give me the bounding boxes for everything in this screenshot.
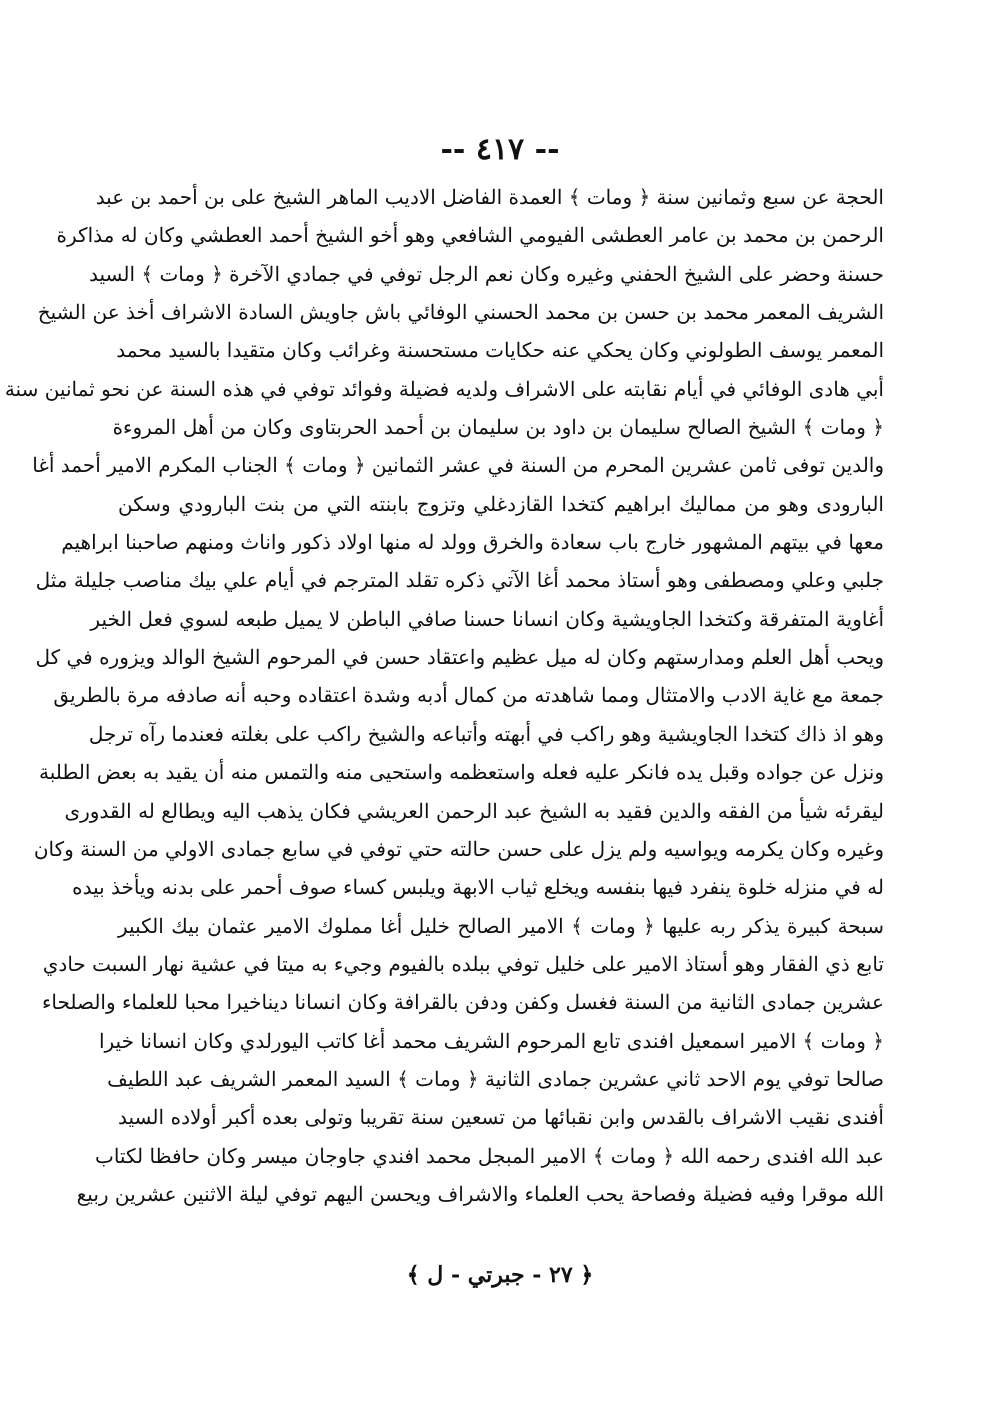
text-line: جلبي وعلي ومصطفى وهو أستاذ محمد أغا الآتي ذكره تقلد المترجم في أيام علي بيك مناصب جليلة مثل <box>35 568 884 593</box>
text-line: ونزل عن جواده وقبل يده فانكر عليه فعله واستعظمه واستحيى منه والتمس منه أن يقيد به بعض الطلبة <box>39 760 884 785</box>
text-line: الرحمن بن محمد بن عامر العطشى الفيومي الشافعي وهو أخو الشيخ أحمد العطشي وكان له مذاكرة <box>56 223 884 248</box>
page-number: -- ٤١٧ -- <box>440 132 560 167</box>
text-line: أغاوية المتفرقة وكتخدا الجاويشية وكان انسانا حسنا صافي الباطن لا يميل طبعه لسوي فعل الخير <box>90 606 884 631</box>
signature-mark: ﴿ ٢٧ - جبرتي - ل ﴾ <box>406 1262 594 1288</box>
text-line: أفندى نقيب الاشراف بالقدس وابن نقبائها من تسعين سنة تقريبا وتولى بعده أكبر أولاده السيد <box>118 1105 884 1130</box>
text-line: جمعة مع غاية الادب والامتثال ومما شاهدته من كمال أدبه وشدة اعتقاده وحبه أنه صادفه مرة بالطريق <box>53 683 884 708</box>
text-line: ﴿ ومات ﴾ الامير اسمعيل افندى تابع المرحوم الشريف محمد أغا كاتب اليورلدي وكان انسانا خيرا <box>98 1028 884 1053</box>
text-line: وغيره وكان يكرمه ويواسيه ولم يزل على حسن حالته حتي توفي في سابع جمادى الاولي من السنة وكان <box>33 836 884 861</box>
text-line: سبحة كبيرة يذكر ربه عليها ﴿ ومات ﴾ الامير الصالح خليل أغا مملوك الامير عثمان بيك الكبير <box>118 913 884 938</box>
text-line: ليقرئه شيأ من الفقه والدين فقيد به الشيخ عبد الرحمن العريشي فكان يذهب اليه ويطالع له القدورى <box>64 798 884 823</box>
text-line: صالحا توفي يوم الاحد ثاني عشرين جمادى الثانية ﴿ ومات ﴾ السيد المعمر الشريف عبد اللطيف <box>107 1066 884 1091</box>
text-line: وهو اذ ذاك كتخدا الجاويشية وهو راكب في أبهته وأتباعه والشيخ راكب على بغلته فعندما رآه ترجل <box>88 721 884 746</box>
text-line: عشرين جمادى الثانية من السنة فغسل وكفن ودفن بالقرافة وكان انسانا ديناخيرا محبا للعلماء والصلحاء <box>41 990 884 1015</box>
text-line: له في منزله خلوة ينفرد فيها بنفسه ويخلع ثياب الابهة ويلبس كساء صوف أحمر على بدنه ويأخذ بيده <box>72 875 884 900</box>
body-text <box>4 178 884 1213</box>
text-line: والدين توفى ثامن عشرين المحرم من السنة في عشر الثمانين ﴿ ومات ﴾ الجناب المكرم الامير أحمد أغا <box>32 453 884 478</box>
text-line: الله موقرا وفيه فضيلة وفصاحة يحب العلماء والاشراف ويحسن اليهم توفي ليلة الاثنين عشرين ربيع <box>76 1181 884 1206</box>
text-line: الشريف المعمر محمد بن حسن بن محمد الحسني الوفائي باش جاويش السادة الاشراف أخذ عن الشيخ <box>37 300 884 325</box>
text-line: الحجة عن سبع وثمانين سنة ﴿ ومات ﴾ العمدة الفاضل الاديب الماهر الشيخ على بن أحمد بن عبد <box>95 185 884 209</box>
text-line: ﴿ ومات ﴾ الشيخ الصالح سليمان بن داود بن سليمان بن أحمد الحربتاوى وكان من أهل المروءة <box>112 415 884 440</box>
text-line: عبد الله افندى رحمه الله ﴿ ومات ﴾ الامير المبجل محمد افندي جاوجان ميسر وكان حافظا لكتاب <box>94 1143 884 1168</box>
text-line: أبي هادى الوفائي في أيام نقابته على الاشراف ولديه فضيلة وفوائد توفي في هذه السنة عن نحو ثمانين سنة <box>4 376 884 401</box>
text-line: ويحب أهل العلم ومدارستهم وكان له ميل عظيم واعتقاد حسن في المرحوم الشيخ الوالد ويزوره في كل <box>35 645 884 670</box>
text-line: معها في بيتهم المشهور خارج باب سعادة والخرق وولد له منها اولاد ذكور واناث ومنهم صاحبنا ابراهيم <box>61 530 884 555</box>
text-line: المعمر يوسف الطولوني وكان يحكي عنه حكايات مستحسنة وغرائب وكان متقيدا بالسيد محمد <box>116 338 884 363</box>
text-line: حسنة وحضر على الشيخ الحفني وغيره وكان نعم الرجل توفي في جمادي الآخرة ﴿ ومات ﴾ السيد <box>88 261 884 286</box>
text-line: تابع ذي الفقار وهو أستاذ الامير على خليل توفي ببلده بالفيوم وجيء به ميتا في عشية نهار السبت حادي <box>42 951 884 976</box>
text-line: البارودى وهو من مماليك ابراهيم كتخدا القازدغلي وتزوج بابنته التي من بنت البارودي وسكن <box>118 491 884 516</box>
